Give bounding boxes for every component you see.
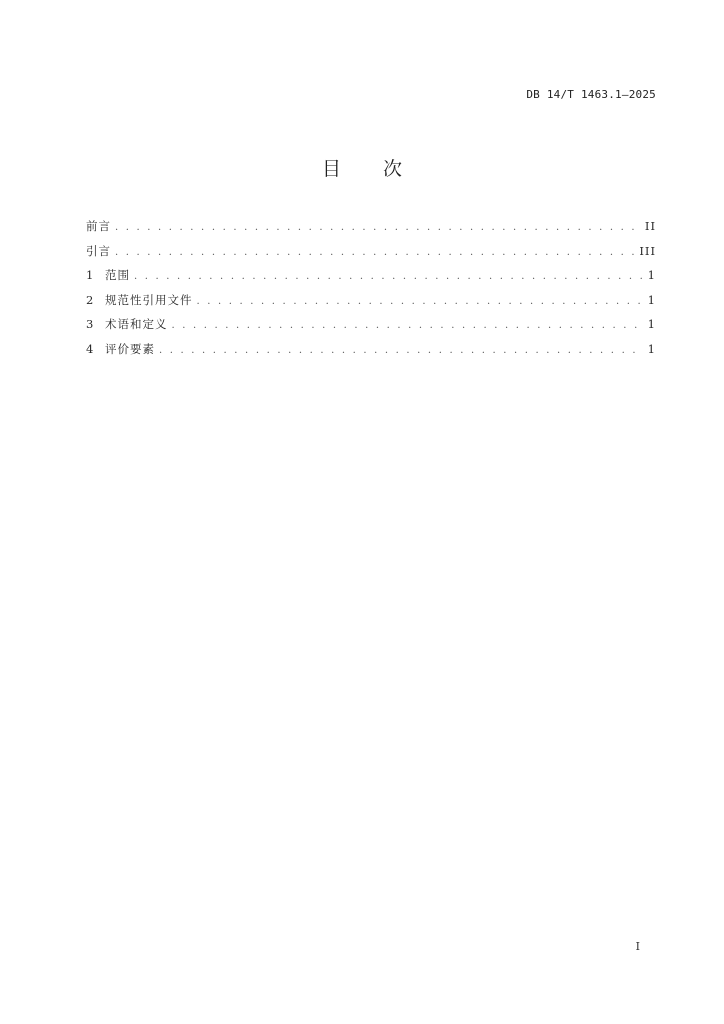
toc-entry-label: 前言 <box>86 219 111 233</box>
toc-entry-label: 范围 <box>105 268 130 283</box>
toc-entry-page: II <box>644 219 656 233</box>
toc-entry-label: 术语和定义 <box>105 317 168 332</box>
toc-entry-page: 1 <box>647 292 656 307</box>
toc-leader-dots <box>115 222 641 233</box>
toc-entry-introduction[interactable] <box>86 243 656 268</box>
toc-entry-foreword[interactable] <box>86 218 656 243</box>
toc-leader-dots <box>134 271 642 282</box>
toc-leader-dots <box>115 247 635 258</box>
toc-entry-label: 引言 <box>86 243 111 258</box>
toc-entry-page: 1 <box>647 341 656 356</box>
toc-entry-number: 3 <box>86 317 94 332</box>
page-number: I <box>635 940 640 953</box>
toc-leader-dots <box>172 320 643 331</box>
toc-entry-label: 规范性引用文件 <box>105 292 193 307</box>
toc-leader-dots <box>159 345 642 356</box>
toc-entry-evaluation-elements[interactable] <box>86 341 656 366</box>
toc-entry-page: III <box>639 243 656 258</box>
toc-entry-label: 评价要素 <box>105 341 155 356</box>
toc-leader-dots <box>197 296 643 307</box>
toc-entry-page: 1 <box>647 268 656 283</box>
toc-entry-number: 2 <box>86 292 94 307</box>
toc-entry-normative-references[interactable] <box>86 292 656 317</box>
document-code: DB 14/T 1463.1—2025 <box>526 88 656 101</box>
table-of-contents <box>86 218 656 366</box>
toc-entry-scope[interactable] <box>86 267 656 292</box>
toc-entry-number: 1 <box>86 268 94 283</box>
toc-title: 目 次 <box>321 158 421 180</box>
toc-entry-terms-definitions[interactable] <box>86 316 656 341</box>
toc-entry-number: 4 <box>86 341 94 356</box>
toc-entry-page: 1 <box>647 317 656 332</box>
